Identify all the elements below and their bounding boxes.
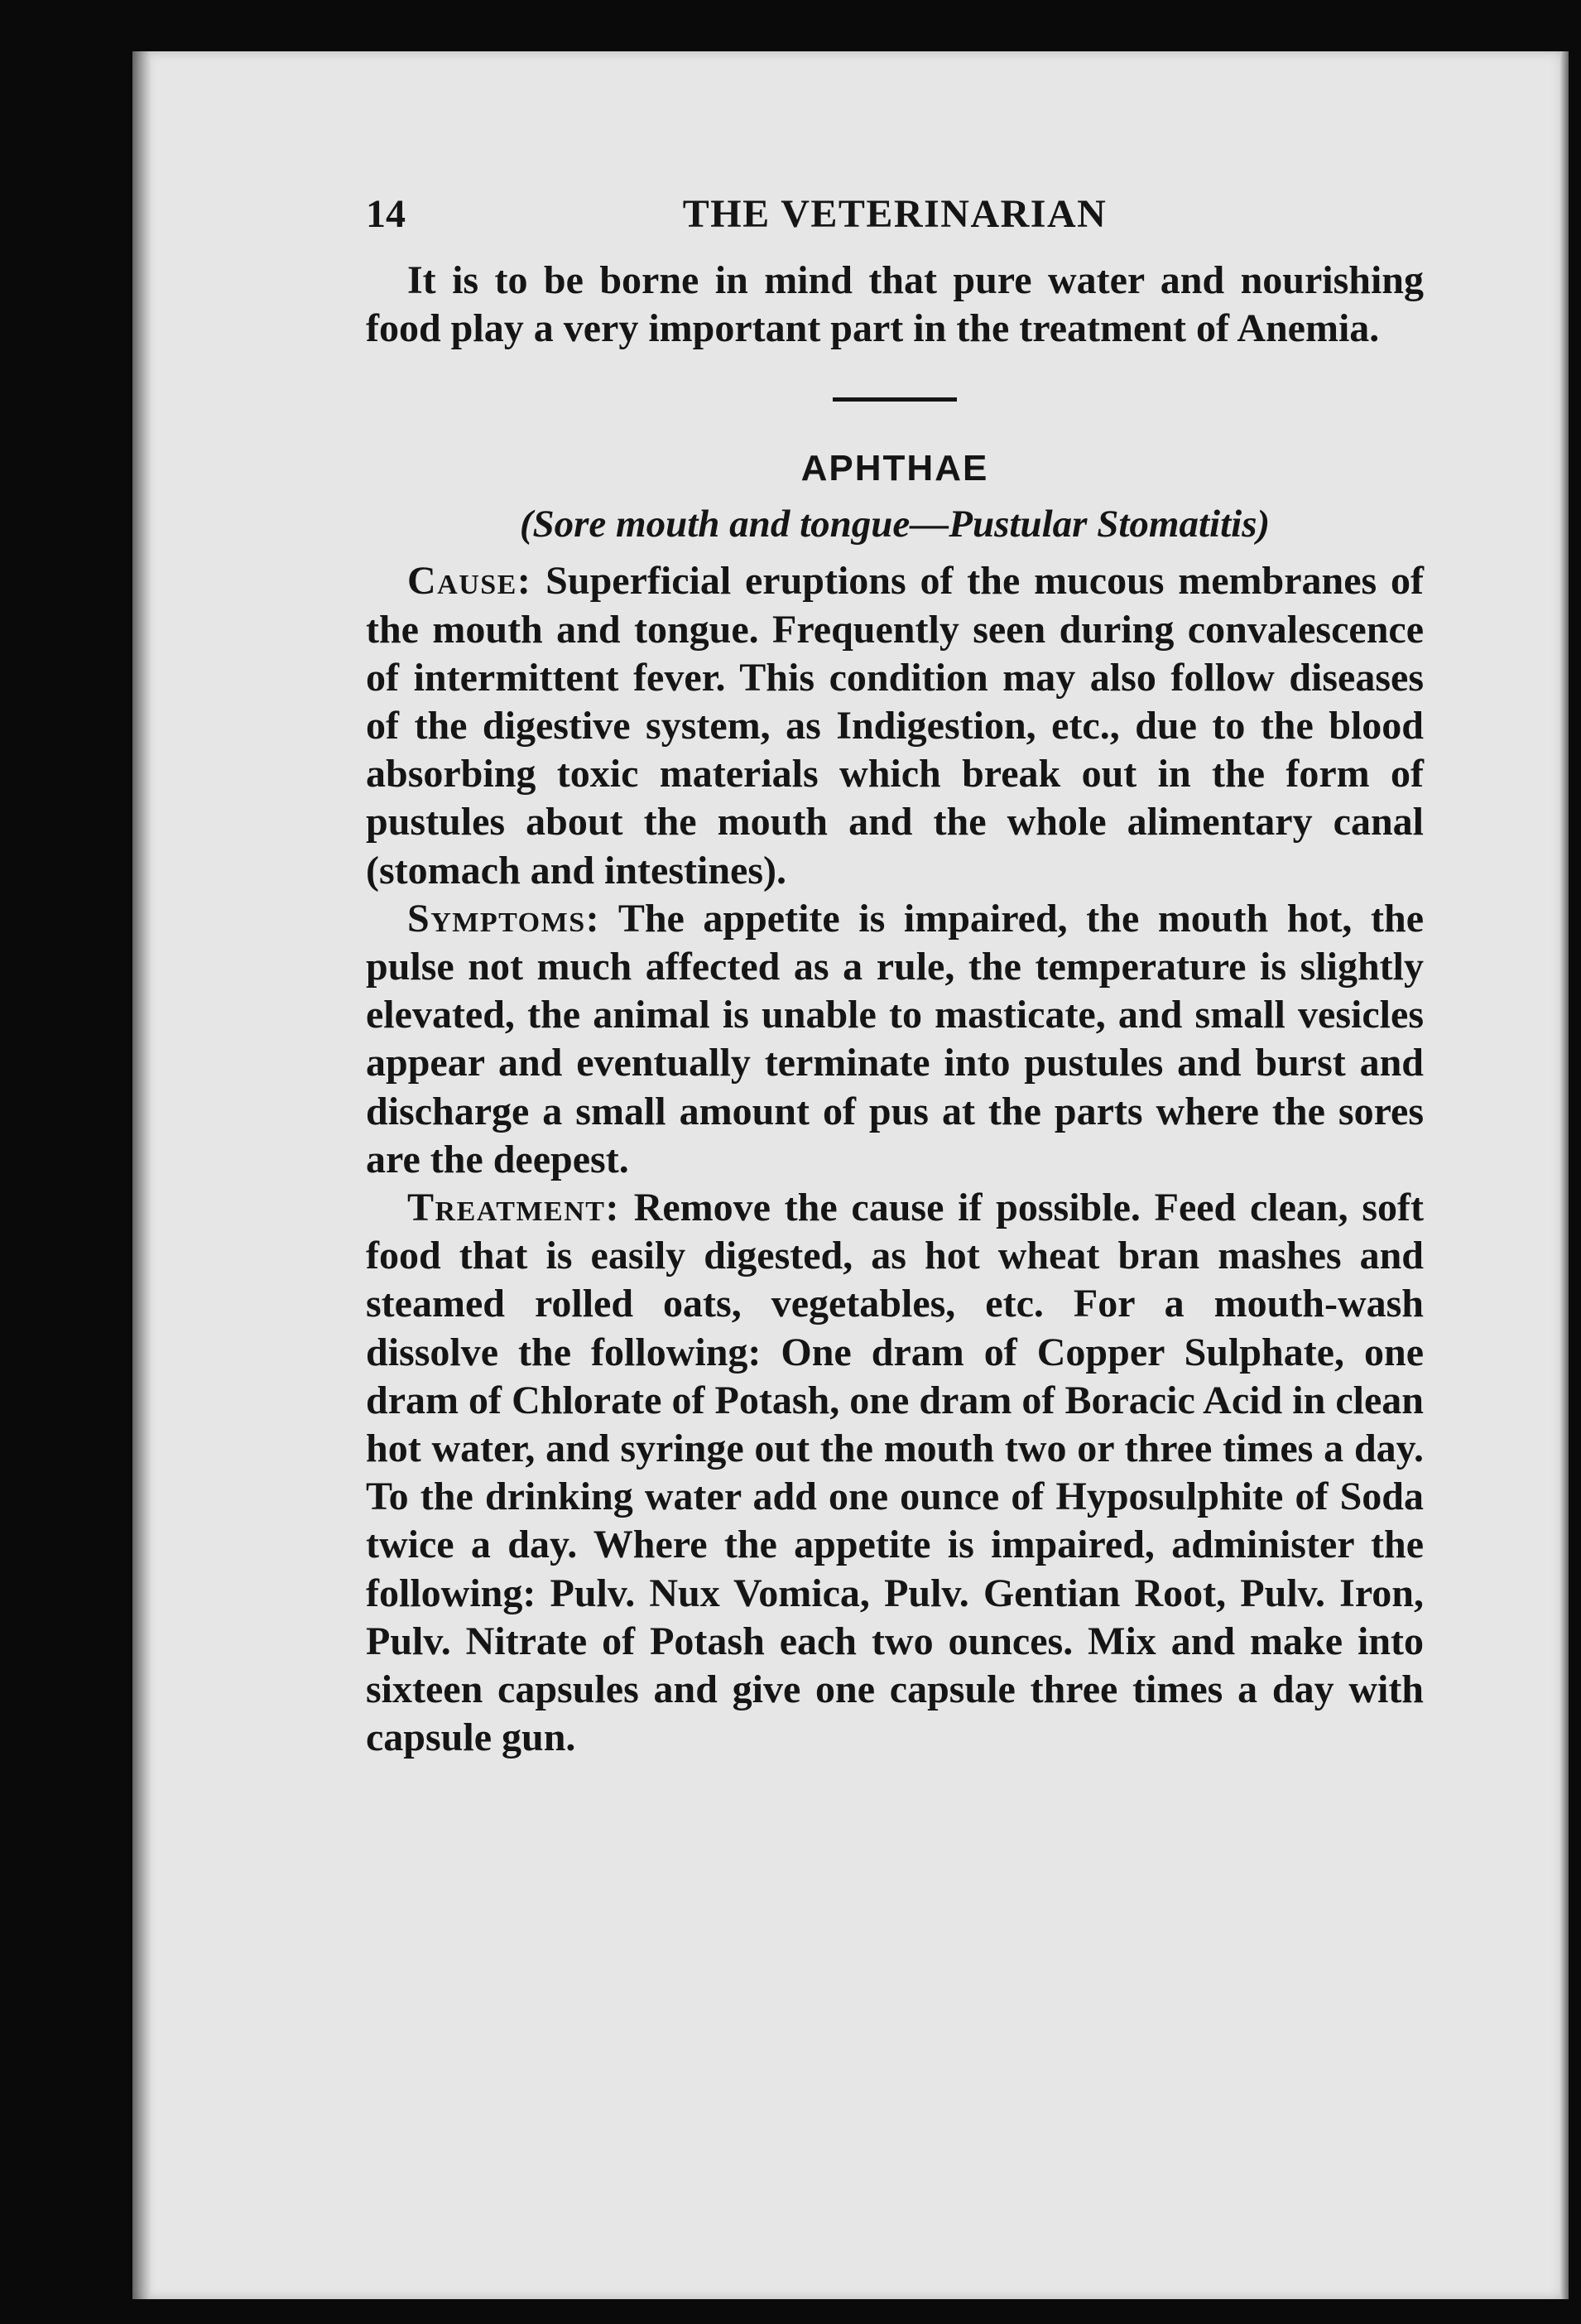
symptoms-paragraph — [366, 895, 1424, 1184]
running-title: THE VETERINARIAN — [682, 192, 1108, 236]
intro-paragraph: It is to be borne in mind that pure water and nourishing food play a very important part in the treatment of Anemia. — [366, 258, 1424, 351]
section-title: APHTHAE — [800, 448, 989, 489]
running-head — [366, 190, 1424, 242]
section-subtitle: (Sore mouth and tongue—Pustular Stomatitis) — [519, 503, 1271, 546]
treatment-paragraph — [366, 1184, 1424, 1762]
section-divider-rule — [833, 397, 957, 402]
symptoms-text: The appetite is impaired, the mouth hot, the pulse not much affected as a rule, the temperature is slightly elevated, the animal is unable to masticate, and small vesicles appear and eventually terminate into pustules and burst and discharge a small amount of pus at the parts where the sores are the deepest. — [366, 896, 1424, 1181]
cause-label: Cause: — [407, 559, 532, 604]
cause-text: Superficial eruptions of the mucous membranes of the mouth and tongue. Frequently seen during convalescence of intermittent fever. This condition may also follow diseases of the digestive system, as Indigestion, etc., due to the blood absorbing toxic materials which break out in the form of pustules about the mouth and the whole alimentary canal (stomach and intestines). — [366, 559, 1425, 893]
page-content — [366, 190, 1424, 1762]
page-right-edge — [1560, 51, 1569, 2299]
page-number: 14 — [366, 192, 406, 236]
page-binding-shadow — [132, 51, 151, 2299]
symptoms-label: Symptoms: — [407, 896, 601, 941]
cause-paragraph — [366, 557, 1424, 894]
treatment-label: Treatment: — [407, 1186, 620, 1230]
treatment-text: Remove the cause if possible. Feed clean, soft food that is easily digested, as hot wheat bran mashes and steamed rolled oats, vegetables, etc. For a mouth-wash dissolve the following: One dram of Copper Sulphate, one dram of Chlorate of Potash, one dram of Boracic Acid in clean hot water, and syringe out the mouth two or three times a day. To the drinking water add one ounce of Hyposulphite of Soda twice a day. Where the appetite is impaired, administer the following: Pulv. Nux Vomica, Pulv. Gentian Root, Pulv. Iron, Pulv. Nitrate of Potash each two ounces. Mix and make into sixteen capsules and give one capsule three times a day with capsule gun. — [366, 1186, 1425, 1760]
